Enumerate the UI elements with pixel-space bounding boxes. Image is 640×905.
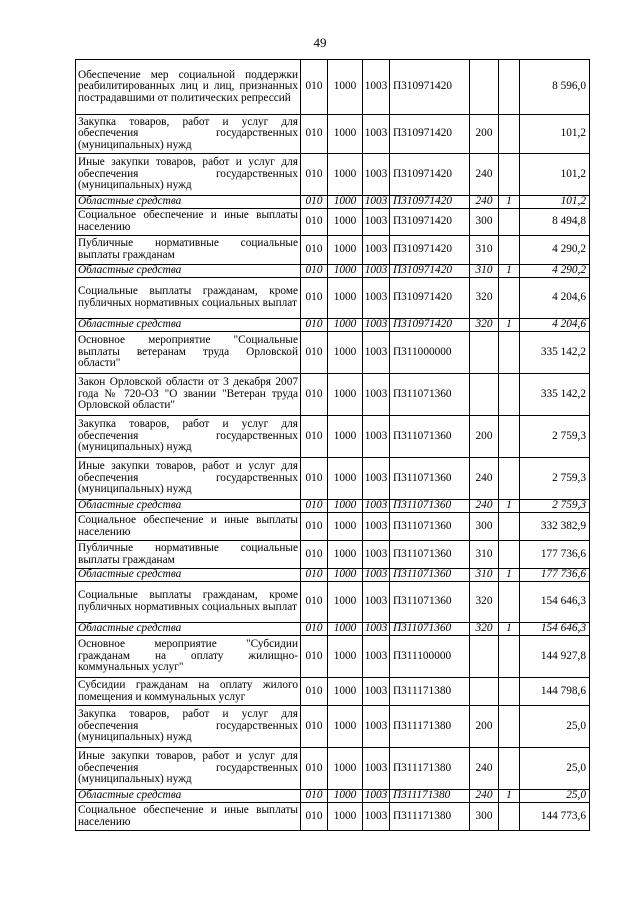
row-name-cell: Социальное обеспечение и иные выплаты населению (76, 803, 301, 831)
section-code-cell: 1000 (328, 154, 363, 196)
target-article-cell: П311171380 (390, 790, 470, 803)
section-code-cell: 1000 (328, 265, 363, 278)
amount-cell: 154 646,3 (520, 582, 590, 623)
target-article-cell: П311071360 (390, 416, 470, 458)
table-row (76, 154, 590, 196)
table-row (76, 374, 590, 416)
table-row (76, 265, 590, 278)
funding-source-cell (499, 706, 520, 748)
table-row (76, 278, 590, 319)
section-code-cell: 1000 (328, 803, 363, 831)
funding-source-cell: 1 (499, 790, 520, 803)
expense-type-cell: 240 (470, 500, 499, 513)
funding-source-cell (499, 60, 520, 115)
table-row (76, 706, 590, 748)
subsection-code-cell: 1003 (363, 265, 390, 278)
admin-code-cell: 010 (301, 803, 328, 831)
subsection-code-cell: 1003 (363, 196, 390, 209)
table-row (76, 803, 590, 831)
target-article-cell: П311071360 (390, 374, 470, 416)
admin-code-cell: 010 (301, 115, 328, 154)
expense-type-cell: 310 (470, 569, 499, 582)
amount-cell: 25,0 (520, 706, 590, 748)
amount-cell: 335 142,2 (520, 374, 590, 416)
table-row (76, 332, 590, 374)
table-row (76, 500, 590, 513)
section-code-cell: 1000 (328, 706, 363, 748)
row-name-cell: Субсидии гражданам на оплату жилого помещения и коммунальных услуг (76, 678, 301, 706)
amount-cell: 144 773,6 (520, 803, 590, 831)
budget-table (75, 59, 590, 831)
amount-cell: 144 927,8 (520, 636, 590, 678)
table-row (76, 416, 590, 458)
funding-source-cell (499, 278, 520, 319)
amount-cell: 2 759,3 (520, 458, 590, 500)
section-code-cell: 1000 (328, 115, 363, 154)
expense-type-cell: 320 (470, 319, 499, 332)
section-code-cell: 1000 (328, 582, 363, 623)
amount-cell: 177 736,6 (520, 569, 590, 582)
expense-type-cell: 320 (470, 278, 499, 319)
amount-cell: 2 759,3 (520, 500, 590, 513)
table-row (76, 569, 590, 582)
row-name-cell: Закупка товаров, работ и услуг для обеспечения государственных (муниципальных) нужд (76, 706, 301, 748)
amount-cell: 8 494,8 (520, 209, 590, 236)
amount-cell: 332 382,9 (520, 513, 590, 541)
funding-source-cell (499, 236, 520, 265)
expense-type-cell: 300 (470, 803, 499, 831)
admin-code-cell: 010 (301, 541, 328, 569)
section-code-cell: 1000 (328, 60, 363, 115)
admin-code-cell: 010 (301, 416, 328, 458)
table-row (76, 748, 590, 790)
subsection-code-cell: 1003 (363, 803, 390, 831)
section-code-cell: 1000 (328, 236, 363, 265)
admin-code-cell: 010 (301, 569, 328, 582)
section-code-cell: 1000 (328, 678, 363, 706)
subsection-code-cell: 1003 (363, 416, 390, 458)
row-name-cell: Областные средства (76, 569, 301, 582)
admin-code-cell: 010 (301, 500, 328, 513)
table-row (76, 541, 590, 569)
table-row (76, 458, 590, 500)
section-code-cell: 1000 (328, 636, 363, 678)
subsection-code-cell: 1003 (363, 500, 390, 513)
funding-source-cell (499, 416, 520, 458)
row-name-cell: Закон Орловской области от 3 декабря 2007 года № 720-ОЗ "О звании "Ветеран труда Орловской области" (76, 374, 301, 416)
subsection-code-cell: 1003 (363, 636, 390, 678)
expense-type-cell (470, 332, 499, 374)
expense-type-cell: 240 (470, 748, 499, 790)
subsection-code-cell: 1003 (363, 60, 390, 115)
funding-source-cell (499, 803, 520, 831)
section-code-cell: 1000 (328, 278, 363, 319)
row-name-cell: Закупка товаров, работ и услуг для обеспечения государственных (муниципальных) нужд (76, 115, 301, 154)
target-article-cell: П310971420 (390, 236, 470, 265)
amount-cell: 4 204,6 (520, 278, 590, 319)
expense-type-cell (470, 60, 499, 115)
expense-type-cell: 300 (470, 513, 499, 541)
funding-source-cell (499, 154, 520, 196)
funding-source-cell (499, 636, 520, 678)
expense-type-cell (470, 678, 499, 706)
subsection-code-cell: 1003 (363, 541, 390, 569)
target-article-cell: П310971420 (390, 278, 470, 319)
expense-type-cell: 200 (470, 416, 499, 458)
target-article-cell: П311171380 (390, 706, 470, 748)
admin-code-cell: 010 (301, 278, 328, 319)
target-article-cell: П311071360 (390, 513, 470, 541)
admin-code-cell: 010 (301, 374, 328, 416)
subsection-code-cell: 1003 (363, 706, 390, 748)
target-article-cell: П310971420 (390, 196, 470, 209)
target-article-cell: П310971420 (390, 265, 470, 278)
target-article-cell: П311071360 (390, 541, 470, 569)
amount-cell: 144 798,6 (520, 678, 590, 706)
target-article-cell: П310971420 (390, 115, 470, 154)
row-name-cell: Областные средства (76, 500, 301, 513)
section-code-cell: 1000 (328, 623, 363, 636)
subsection-code-cell: 1003 (363, 678, 390, 706)
expense-type-cell: 310 (470, 236, 499, 265)
section-code-cell: 1000 (328, 500, 363, 513)
row-name-cell: Областные средства (76, 790, 301, 803)
admin-code-cell: 010 (301, 678, 328, 706)
expense-type-cell: 240 (470, 790, 499, 803)
row-name-cell: Иные закупки товаров, работ и услуг для обеспечения государственных (муниципальных) нужд (76, 458, 301, 500)
row-name-cell: Областные средства (76, 196, 301, 209)
expense-type-cell: 320 (470, 623, 499, 636)
row-name-cell: Областные средства (76, 623, 301, 636)
target-article-cell: П311071360 (390, 623, 470, 636)
target-article-cell: П311171380 (390, 748, 470, 790)
subsection-code-cell: 1003 (363, 748, 390, 790)
section-code-cell: 1000 (328, 569, 363, 582)
amount-cell: 25,0 (520, 790, 590, 803)
page-number: 49 (313, 35, 327, 50)
subsection-code-cell: 1003 (363, 513, 390, 541)
table-row (76, 790, 590, 803)
table-row (76, 60, 590, 115)
row-name-cell: Иные закупки товаров, работ и услуг для обеспечения государственных (муниципальных) нужд (76, 748, 301, 790)
amount-cell: 4 204,6 (520, 319, 590, 332)
table-row (76, 236, 590, 265)
subsection-code-cell: 1003 (363, 332, 390, 374)
admin-code-cell: 010 (301, 265, 328, 278)
amount-cell: 335 142,2 (520, 332, 590, 374)
funding-source-cell (499, 513, 520, 541)
subsection-code-cell: 1003 (363, 790, 390, 803)
admin-code-cell: 010 (301, 790, 328, 803)
subsection-code-cell: 1003 (363, 209, 390, 236)
amount-cell: 2 759,3 (520, 416, 590, 458)
row-name-cell: Закупка товаров, работ и услуг для обеспечения государственных (муниципальных) нужд (76, 416, 301, 458)
target-article-cell: П310971420 (390, 154, 470, 196)
subsection-code-cell: 1003 (363, 569, 390, 582)
target-article-cell: П311071360 (390, 458, 470, 500)
table-row (76, 623, 590, 636)
section-code-cell: 1000 (328, 790, 363, 803)
target-article-cell: П310971420 (390, 60, 470, 115)
section-code-cell: 1000 (328, 748, 363, 790)
funding-source-cell (499, 374, 520, 416)
row-name-cell: Социальные выплаты гражданам, кроме публичных нормативных социальных выплат (76, 278, 301, 319)
amount-cell: 8 596,0 (520, 60, 590, 115)
row-name-cell: Социальные выплаты гражданам, кроме публичных нормативных социальных выплат (76, 582, 301, 623)
subsection-code-cell: 1003 (363, 236, 390, 265)
expense-type-cell: 240 (470, 458, 499, 500)
funding-source-cell: 1 (499, 623, 520, 636)
expense-type-cell: 310 (470, 541, 499, 569)
row-name-cell: Публичные нормативные социальные выплаты гражданам (76, 236, 301, 265)
target-article-cell: П310971420 (390, 319, 470, 332)
funding-source-cell (499, 458, 520, 500)
admin-code-cell: 010 (301, 513, 328, 541)
funding-source-cell (499, 541, 520, 569)
admin-code-cell: 010 (301, 636, 328, 678)
table-row (76, 513, 590, 541)
admin-code-cell: 010 (301, 236, 328, 265)
row-name-cell: Областные средства (76, 265, 301, 278)
expense-type-cell: 320 (470, 582, 499, 623)
expense-type-cell: 200 (470, 706, 499, 748)
target-article-cell: П311071360 (390, 569, 470, 582)
amount-cell: 154 646,3 (520, 623, 590, 636)
subsection-code-cell: 1003 (363, 115, 390, 154)
funding-source-cell: 1 (499, 196, 520, 209)
section-code-cell: 1000 (328, 332, 363, 374)
expense-type-cell: 300 (470, 209, 499, 236)
section-code-cell: 1000 (328, 374, 363, 416)
subsection-code-cell: 1003 (363, 319, 390, 332)
funding-source-cell: 1 (499, 265, 520, 278)
table-row (76, 196, 590, 209)
amount-cell: 25,0 (520, 748, 590, 790)
section-code-cell: 1000 (328, 541, 363, 569)
table-row (76, 582, 590, 623)
section-code-cell: 1000 (328, 458, 363, 500)
funding-source-cell (499, 582, 520, 623)
amount-cell: 101,2 (520, 115, 590, 154)
admin-code-cell: 010 (301, 706, 328, 748)
expense-type-cell: 200 (470, 115, 499, 154)
row-name-cell: Обеспечение мер социальной поддержки реабилитированных лиц и лиц, признанных пострадавшими от политических репрессий (76, 60, 301, 115)
row-name-cell: Социальное обеспечение и иные выплаты населению (76, 513, 301, 541)
subsection-code-cell: 1003 (363, 582, 390, 623)
expense-type-cell (470, 636, 499, 678)
target-article-cell: П311000000 (390, 332, 470, 374)
section-code-cell: 1000 (328, 319, 363, 332)
funding-source-cell: 1 (499, 569, 520, 582)
target-article-cell: П310971420 (390, 209, 470, 236)
target-article-cell: П311071360 (390, 500, 470, 513)
row-name-cell: Основное мероприятие "Субсидии гражданам на оплату жилищно-коммунальных услуг" (76, 636, 301, 678)
target-article-cell: П311071360 (390, 582, 470, 623)
subsection-code-cell: 1003 (363, 154, 390, 196)
section-code-cell: 1000 (328, 513, 363, 541)
section-code-cell: 1000 (328, 416, 363, 458)
funding-source-cell: 1 (499, 319, 520, 332)
amount-cell: 101,2 (520, 154, 590, 196)
table-body (76, 60, 590, 831)
admin-code-cell: 010 (301, 623, 328, 636)
target-article-cell: П311171380 (390, 678, 470, 706)
admin-code-cell: 010 (301, 748, 328, 790)
table-row (76, 319, 590, 332)
subsection-code-cell: 1003 (363, 458, 390, 500)
admin-code-cell: 010 (301, 332, 328, 374)
subsection-code-cell: 1003 (363, 278, 390, 319)
row-name-cell: Социальное обеспечение и иные выплаты населению (76, 209, 301, 236)
amount-cell: 4 290,2 (520, 265, 590, 278)
target-article-cell: П311171380 (390, 803, 470, 831)
funding-source-cell (499, 209, 520, 236)
admin-code-cell: 010 (301, 60, 328, 115)
table-row (76, 678, 590, 706)
funding-source-cell (499, 678, 520, 706)
row-name-cell: Областные средства (76, 319, 301, 332)
admin-code-cell: 010 (301, 154, 328, 196)
admin-code-cell: 010 (301, 458, 328, 500)
amount-cell: 4 290,2 (520, 236, 590, 265)
funding-source-cell (499, 748, 520, 790)
funding-source-cell (499, 332, 520, 374)
table-row (76, 115, 590, 154)
row-name-cell: Публичные нормативные социальные выплаты гражданам (76, 541, 301, 569)
target-article-cell: П311100000 (390, 636, 470, 678)
funding-source-cell (499, 115, 520, 154)
admin-code-cell: 010 (301, 319, 328, 332)
subsection-code-cell: 1003 (363, 623, 390, 636)
admin-code-cell: 010 (301, 582, 328, 623)
section-code-cell: 1000 (328, 209, 363, 236)
table-row (76, 209, 590, 236)
admin-code-cell: 010 (301, 209, 328, 236)
subsection-code-cell: 1003 (363, 374, 390, 416)
expense-type-cell (470, 374, 499, 416)
amount-cell: 177 736,6 (520, 541, 590, 569)
expense-type-cell: 240 (470, 154, 499, 196)
row-name-cell: Основное мероприятие "Социальные выплаты ветеранам труда Орловской области" (76, 332, 301, 374)
admin-code-cell: 010 (301, 196, 328, 209)
table-row (76, 636, 590, 678)
row-name-cell: Иные закупки товаров, работ и услуг для обеспечения государственных (муниципальных) нужд (76, 154, 301, 196)
section-code-cell: 1000 (328, 196, 363, 209)
amount-cell: 101,2 (520, 196, 590, 209)
funding-source-cell: 1 (499, 500, 520, 513)
expense-type-cell: 310 (470, 265, 499, 278)
expense-type-cell: 240 (470, 196, 499, 209)
